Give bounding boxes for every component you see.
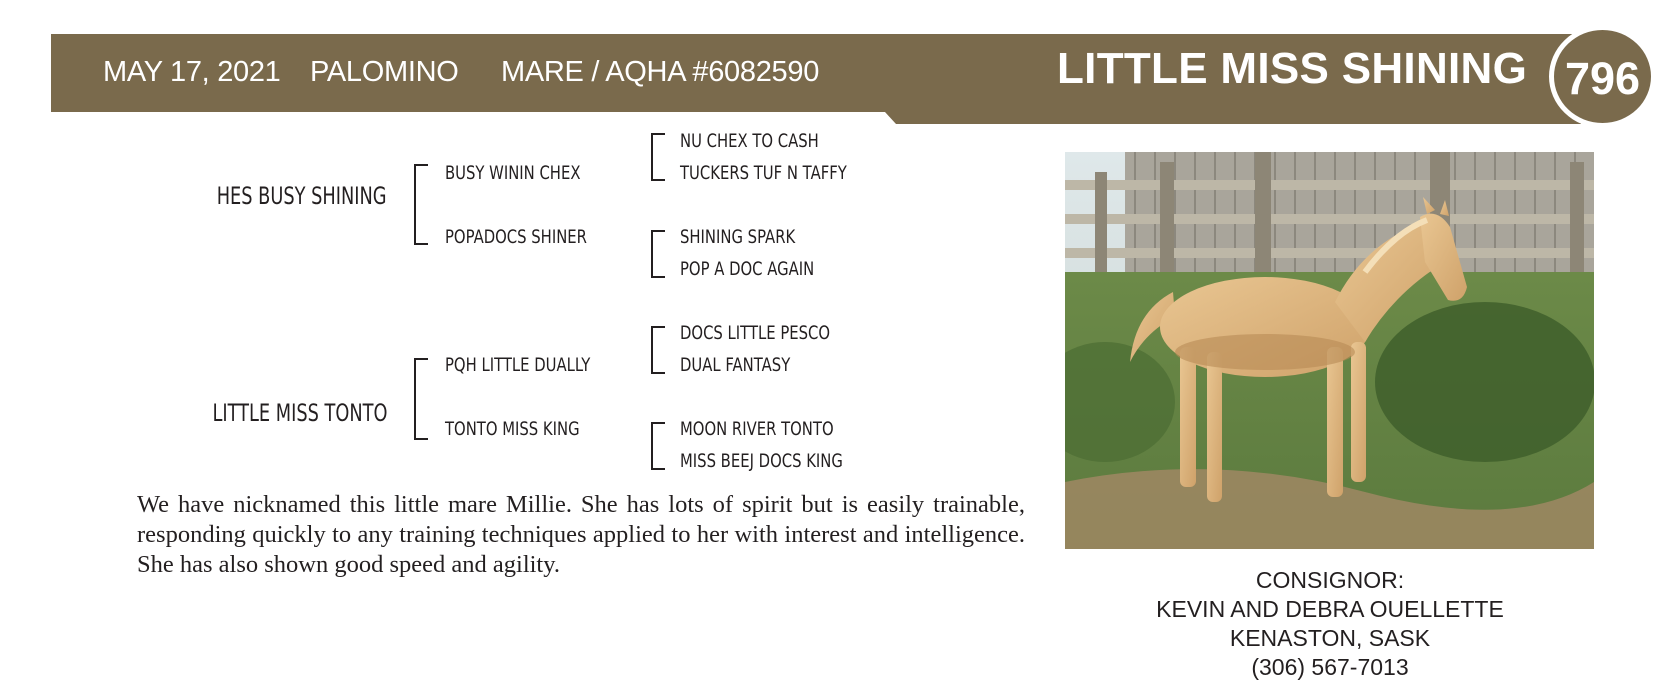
dam-dam-bracket (651, 422, 665, 470)
dam-sire-bracket (651, 326, 665, 374)
dam-dam-dam: MISS BEEJ DOCS KING (680, 450, 843, 472)
horse-name: LITTLE MISS SHINING (1057, 44, 1528, 93)
lot-badge (1549, 25, 1656, 128)
dam-dam-sire: MOON RIVER TONTO (680, 418, 834, 440)
sire-dam: POPADOCS SHINER (445, 226, 587, 248)
sire-dam-sire: SHINING SPARK (680, 226, 796, 248)
consignor-location: KENASTON, SASK (1229, 625, 1431, 651)
horse-photo (1065, 152, 1594, 549)
dam-name: LITTLE MISS TONTO (212, 399, 387, 427)
consignor-phone: (306) 567-7013 (1251, 654, 1409, 680)
lot-number: 796 (1564, 53, 1641, 104)
sale-date: MAY 17, 2021 (103, 56, 281, 88)
sire-name: HES BUSY SHINING (217, 182, 387, 210)
consignor-name: KEVIN AND DEBRA OUELLETTE (1156, 596, 1504, 622)
consignor-label: CONSIGNOR: (1255, 567, 1405, 593)
dam-sire: PQH LITTLE DUALLY (445, 354, 591, 376)
dam-bracket (414, 358, 428, 440)
sire-dam-bracket (651, 230, 665, 278)
horse-description: We have nicknamed this little mare Millie. She has lots of spirit but is easily trainable, responding quickly to any training techniques applied to her with interest and intelligence. She has also shown good speed and agility. (137, 491, 1025, 578)
sire-dam-dam: POP A DOC AGAIN (680, 258, 815, 280)
horse-color: PALOMINO (310, 56, 459, 88)
dam-sire-dam: DUAL FANTASY (680, 354, 791, 376)
dam-sire-sire: DOCS LITTLE PESCO (680, 322, 831, 344)
sire-sire-bracket (651, 133, 665, 181)
sire-sire-dam: TUCKERS TUF N TAFFY (680, 162, 847, 184)
sire-sire: BUSY WININ CHEX (445, 162, 581, 184)
dam-dam: TONTO MISS KING (445, 418, 580, 440)
sire-sire-sire: NU CHEX TO CASH (680, 130, 819, 152)
consignor-block (1100, 566, 1560, 682)
sex-registry: MARE / AQHA #6082590 (501, 56, 820, 88)
sire-bracket (414, 164, 428, 245)
